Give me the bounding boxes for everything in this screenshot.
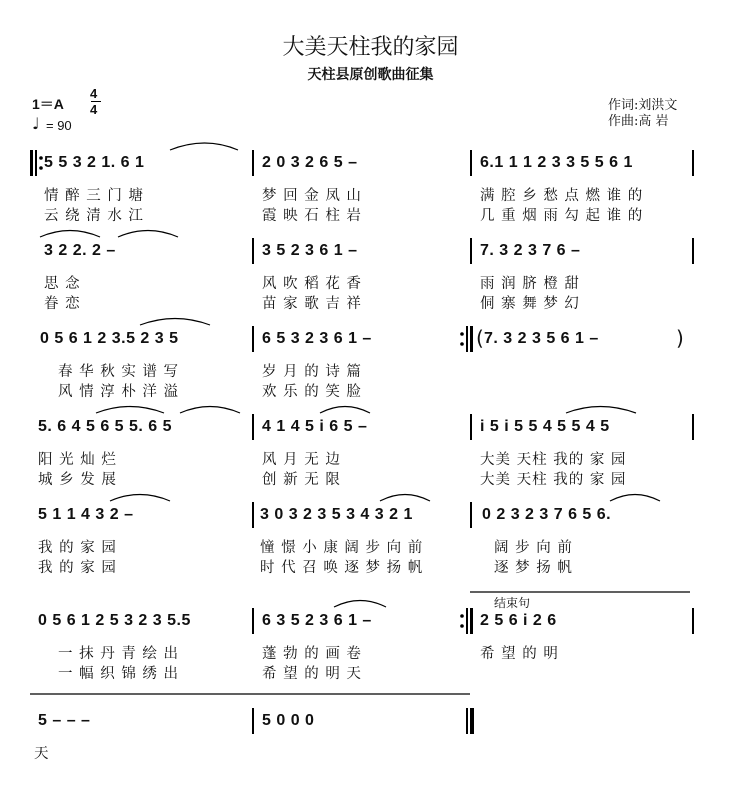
lyrics-verse2: 霞 映 石 柱 岩 (262, 208, 362, 224)
tempo-marking: = 90 (46, 118, 72, 133)
slur (334, 601, 386, 608)
ending-label: 结束句 (494, 596, 531, 610)
lyrics-verse1: 满 腔 乡 愁 点 燃 谁 的 (480, 188, 644, 204)
notation-measure: 6 5 3 2 3 6 1 – (262, 330, 372, 347)
lyrics-verse2: 大美 天柱 我的 家 园 (480, 472, 627, 488)
lyrics-verse1: 情 醉 三 门 塘 (44, 188, 144, 204)
notation-measure: 3 5 2 3 6 1 – (262, 242, 358, 259)
lyrics-verse2: 欢 乐 的 笑 脸 (262, 384, 362, 400)
lyrics-verse1: 思 念 (44, 276, 81, 292)
lyrics-verse1: 雨 润 脐 橙 甜 (480, 276, 580, 292)
lyrics-verse1: 蓬 勃 的 画 卷 (262, 646, 362, 662)
composer-credit: 作曲:高 岩 (608, 114, 669, 129)
repeat-dot (460, 624, 464, 628)
notation-measure: i 5 i 5 5 4 5 5 4 5 (480, 418, 610, 435)
close-parenthesis: ) (676, 326, 684, 350)
lyrics-verse2: 时 代 召 唤 逐 梦 扬 帆 (260, 560, 424, 576)
key-signature: 1＝A (32, 96, 64, 112)
notation-measure: 6.1 1 1 2 3 3 5 5 6 1 (480, 154, 633, 171)
repeat-dot (460, 332, 464, 336)
notation-measure: 0 5 6 1 2 5 3 2 3 5.5 (38, 612, 191, 629)
lyrics-verse2: 侗 寨 舞 梦 幻 (480, 296, 580, 312)
lyrics-verse1: 岁 月 的 诗 篇 (262, 364, 362, 380)
slur (40, 231, 100, 238)
notation-measure: 5 5 3 2 1. 6 1 (44, 154, 145, 171)
notation-measure: 7. 3 2 3 7 6 – (480, 242, 581, 259)
lyrics-verse1: 大美 天柱 我的 家 园 (480, 452, 627, 468)
lyrics-verse2: 眷 恋 (44, 296, 81, 312)
notation-measure: 4 1 4 5 i 6 5 – (262, 418, 368, 435)
repeat-dot (460, 342, 464, 346)
notation-measure: 5 – – – (38, 712, 91, 729)
lyrics-verse1: 梦 回 金 凤 山 (262, 188, 362, 204)
lyrics-verse2: 创 新 无 限 (262, 472, 341, 488)
repeat-dot (460, 614, 464, 618)
lyrics-verse1: 一 抹 丹 青 绘 出 (58, 646, 180, 662)
lyrics-verse1: 风 月 无 边 (262, 452, 341, 468)
notation-measure: 2 5 6 i 2 6 (480, 612, 557, 629)
lyrics-verse2: 城 乡 发 展 (38, 472, 117, 488)
lyrics-verse1: 天 (34, 746, 50, 762)
song-title: 大美天柱我的家园 (282, 35, 459, 60)
open-parenthesis: ( (476, 326, 484, 350)
lyrics-verse1: 憧 憬 小 康 阔 步 向 前 (260, 540, 424, 556)
lyrics-verse1: 春 华 秋 实 谱 写 (58, 364, 180, 380)
notation-measure: 3 0 3 2 3 5 3 4 3 2 1 (260, 506, 413, 523)
lyrics-verse2: 云 绕 清 水 江 (44, 208, 144, 224)
slur (180, 407, 240, 414)
lyrics-verse2: 希 望 的 明 天 (262, 666, 362, 682)
lyrics-verse2: 逐 梦 扬 帆 (494, 560, 573, 576)
lyrics-verse2: 一 幅 织 锦 绣 出 (58, 666, 180, 682)
notation-measure: 7. 3 2 3 5 6 1 – (484, 330, 599, 347)
notation-measure: 2 0 3 2 6 5 – (262, 154, 358, 171)
time-signature-bottom: 4 (90, 102, 98, 117)
lyrics-verse2: 苗 家 歌 吉 祥 (262, 296, 362, 312)
quarter-note-icon: ♩ (32, 114, 40, 133)
notation-measure: 5 1 1 4 3 2 – (38, 506, 134, 523)
lyrics-verse2: 我 的 家 园 (38, 560, 117, 576)
song-subtitle: 天柱县原创歌曲征集 (307, 67, 434, 83)
lyrics-verse1: 希 望 的 明 (480, 646, 559, 662)
lyrics-verse1: 阳 光 灿 烂 (38, 452, 117, 468)
slur (140, 319, 210, 326)
notation-measure: 6 3 5 2 3 6 1 – (262, 612, 372, 629)
repeat-dot (39, 156, 43, 160)
lyrics-verse1: 风 吹 稻 花 香 (262, 276, 362, 292)
lyrics-verse1: 我 的 家 园 (38, 540, 117, 556)
notation-measure: 3 2 2. 2 – (44, 242, 116, 259)
lyrics-verse2: 风 情 淳 朴 洋 溢 (58, 384, 180, 400)
slur (110, 495, 170, 502)
lyrics-verse2: 几 重 烟 雨 勾 起 谁 的 (480, 208, 644, 224)
slur (320, 407, 370, 414)
notation-measure: 5. 6 4 5 6 5 5. 6 5 (38, 418, 173, 435)
notation-measure: 0 2 3 2 3 7 6 5 6. (482, 506, 612, 523)
slur (170, 143, 238, 150)
repeat-dot (39, 166, 43, 170)
slur (96, 407, 164, 414)
lyrics-verse1: 阔 步 向 前 (494, 540, 573, 556)
notation-measure: 0 5 6 1 2 3.5 2 3 5 (40, 330, 179, 347)
slur (566, 407, 636, 414)
notation-measure: 5 0 0 0 (262, 712, 315, 729)
time-signature-top: 4 (90, 86, 98, 101)
slur (380, 495, 430, 502)
slur (610, 495, 660, 502)
slur (118, 231, 178, 238)
lyricist-credit: 作词:刘洪文 (608, 98, 678, 113)
